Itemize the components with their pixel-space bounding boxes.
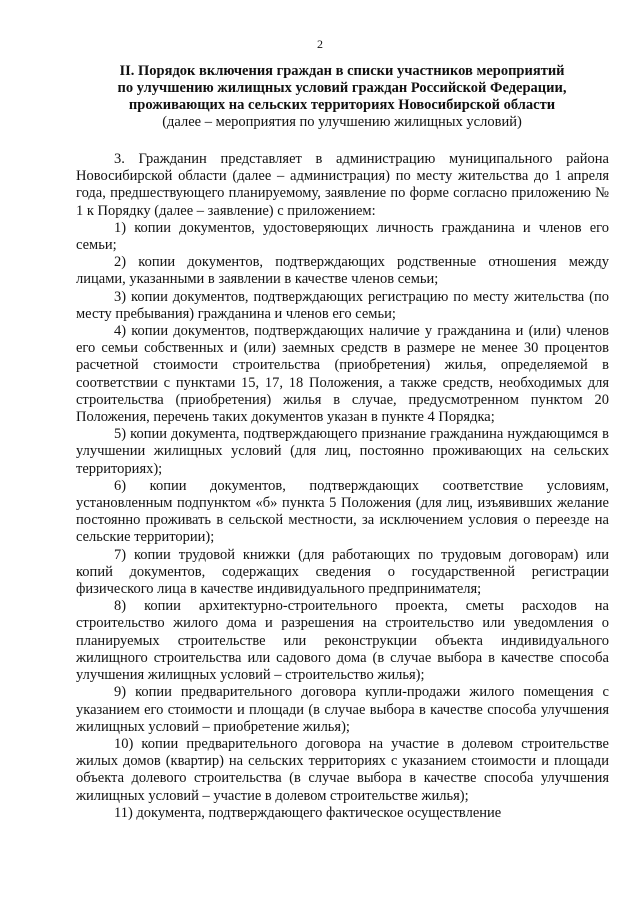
list-item-5: 5) копии документа, подтверждающего признание гражданина нуждающимся в улучшении жилищных условий (для лиц, постоянно проживающих на сельских территориях);: [76, 426, 609, 477]
section-heading: [82, 63, 602, 131]
document-body: [76, 151, 609, 822]
section-title-line: II. Порядок включения граждан в списки участников мероприятий: [119, 63, 565, 79]
list-item-3: 3) копии документов, подтверждающих регистрацию по месту жительства (по месту пребывания) гражданина и членов его семьи;: [76, 288, 609, 322]
list-item-2: 2) копии документов, подтверждающих родственные отношения между лицами, указанными в заявлении в качестве членов семьи;: [76, 254, 609, 288]
list-item-6: 6) копии документов, подтверждающих соответствие условиям, установленным подпунктом «б» пункта 5 Положения (для лиц, изъявивших желание постоянно проживать в сельской местности, за исключением условия о переезде на сельские территории);: [76, 477, 609, 546]
section-subtitle: (далее – мероприятия по улучшению жилищных условий): [162, 114, 522, 130]
list-item-1: 1) копии документов, удостоверяющих личность гражданина и членов его семьи;: [76, 219, 609, 254]
section-title-line: по улучшению жилищных условий граждан Российской Федерации,: [117, 80, 567, 96]
paragraph-3: 3. Гражданин представляет в администрацию муниципального района Новосибирской области (далее – администрация) по месту жительства до 1 апреля года, предшествующего планируемому, заявление по форме согласно приложению № 1 к Порядку (далее – заявление) с приложением:: [76, 151, 609, 219]
list-item-11: 11) документа, подтверждающего фактическое осуществление: [114, 804, 502, 821]
list-item-8: 8) копии архитектурно-строительного проекта, сметы расходов на строительство жилого дома и разрешения на строительство или уведомления о планируемых строительстве или реконструкции объекта индивидуального жилищного строительства или садового дома (в случае выбора в качестве способа улучшения жилищных условий – строительство жилья);: [76, 598, 609, 684]
list-item-10: 10) копии предварительного договора на участие в долевом строительстве жилых домов (квартир) на сельских территориях с указанием стоимости и площади объекта долевого строительства (в случае выбора в качестве способа улучшения жилищных условий – участие в долевом строительстве жилья);: [76, 735, 609, 804]
section-title-line: проживающих на сельских территориях Новосибирской области: [128, 97, 556, 113]
list-item-9: 9) копии предварительного договора купли-продажи жилого помещения с указанием его стоимости и площади (в случае выбора в качестве способа улучшения жилищных условий – приобретение жилья);: [76, 684, 609, 735]
list-item-4: 4) копии документов, подтверждающих наличие у гражданина и (или) членов его семьи собственных и (или) заемных средств в размере не менее 30 процентов расчетной стоимости строительства (приобретения) жилья, определяемой в соответствии с пунктами 15, 17, 18 Положения, а также средств, необходимых для строительства (приобретения) жилья в случае, предусмотренном пунктом 20 Положения, перечень таких документов указан в пункте 4 Порядка;: [76, 323, 609, 426]
page-number: 2: [317, 37, 323, 51]
list-item-7: 7) копии трудовой книжки (для работающих по трудовым договорам) или копий документов, содержащих сведения о государственной регистрации физического лица в качестве индивидуального предпринимателя;: [76, 546, 609, 598]
